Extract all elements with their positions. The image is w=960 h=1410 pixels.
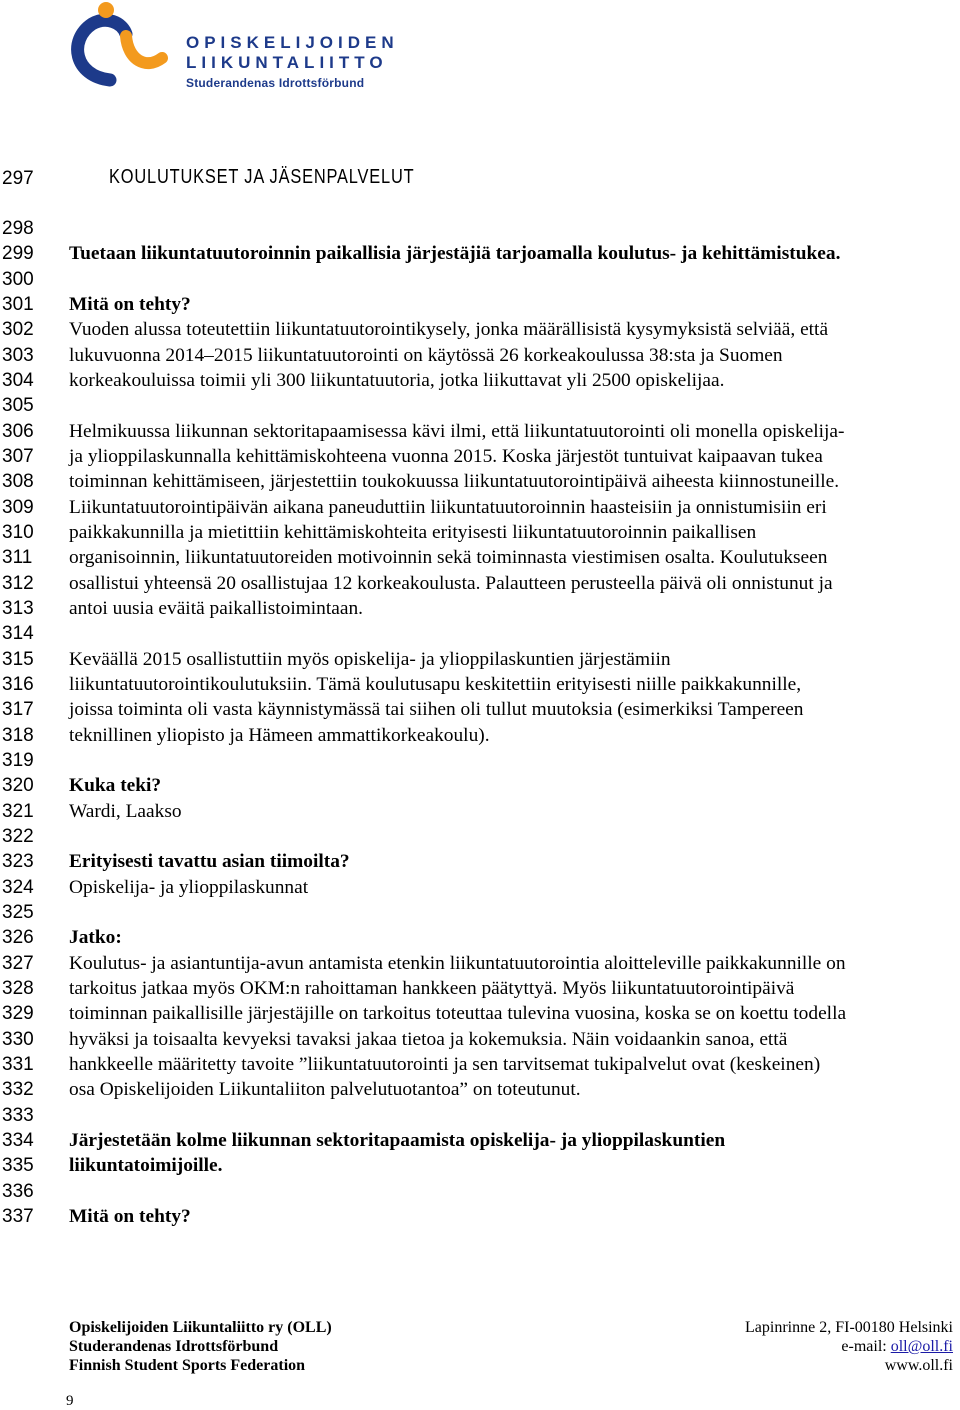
line-number: 323 bbox=[2, 851, 34, 872]
line-number: 312 bbox=[2, 573, 34, 594]
page-number: 9 bbox=[66, 1393, 74, 1409]
line-number: 326 bbox=[2, 927, 34, 948]
body-text-line: joissa toiminta oli vasta käynnistymässä tai siihen oli tullut muutoksia (esimerkiksi Tampereen bbox=[69, 699, 804, 720]
body-text-line: organisoinnin, liikuntatuutoreiden motivoinnin sekä toiminnasta viestimisen osalta. Koulutukseen bbox=[69, 547, 828, 568]
logo-text-line2: LIIKUNTALIITTO bbox=[186, 53, 388, 72]
body-text-line: korkeakouluissa toimii yli 300 liikuntatuutoria, jotka liikuttavat yli 2500 opiskelijaa. bbox=[69, 370, 725, 391]
line-number: 315 bbox=[2, 649, 34, 670]
line-number: 308 bbox=[2, 471, 34, 492]
body-text-line: Opiskelija- ja ylioppilaskunnat bbox=[69, 877, 309, 898]
line-number: 327 bbox=[2, 953, 34, 974]
body-heading-line: liikuntatoimijoille. bbox=[69, 1155, 223, 1176]
line-number: 307 bbox=[2, 446, 34, 467]
line-number: 313 bbox=[2, 598, 34, 619]
line-number: 303 bbox=[2, 345, 34, 366]
footer-org-name-swedish: Studerandenas Idrottsförbund bbox=[69, 1338, 279, 1355]
line-number: 324 bbox=[2, 877, 34, 898]
footer-email bbox=[841, 1337, 953, 1356]
line-number: 334 bbox=[2, 1130, 34, 1151]
email-link[interactable]: oll@oll.fi bbox=[890, 1338, 953, 1355]
oll-logo bbox=[66, 0, 399, 100]
body-text-line: hankkeelle määritetty tavoite ”liikuntatuutorointi ja sen tarvitsemat tukipalvelut ovat (keskeinen) bbox=[69, 1054, 821, 1075]
body-heading-line: Mitä on tehty? bbox=[69, 1206, 191, 1227]
footer-email-label: e-mail: bbox=[841, 1338, 891, 1355]
line-number: 316 bbox=[2, 674, 34, 695]
line-number: 329 bbox=[2, 1003, 34, 1024]
body-heading-line: Erityisesti tavattu asian tiimoilta? bbox=[69, 851, 350, 872]
footer-org-name: Opiskelijoiden Liikuntaliitto ry (OLL) bbox=[69, 1319, 332, 1336]
line-number: 333 bbox=[2, 1105, 34, 1126]
line-number: 328 bbox=[2, 978, 34, 999]
line-number: 306 bbox=[2, 421, 34, 442]
body-text-line: Wardi, Laakso bbox=[69, 801, 182, 822]
body-text-line: toiminnan kehittämiseen, järjestettiin toukokuussa liikuntatuutorointipäivä aiheesta kiinnostuneille. bbox=[69, 471, 840, 492]
line-number: 325 bbox=[2, 902, 34, 923]
body-text-line: osa Opiskelijoiden Liikuntaliiton palvelutuotantoa” on toteutunut. bbox=[69, 1079, 581, 1100]
line-number: 320 bbox=[2, 775, 34, 796]
line-number: 321 bbox=[2, 801, 34, 822]
line-number: 311 bbox=[2, 547, 33, 568]
body-text-line: liikuntatuutorointikoulutuksiin. Tämä koulutusapu keskitettiin erityisesti niille paikkakunnille, bbox=[69, 674, 802, 695]
line-number: 332 bbox=[2, 1079, 34, 1100]
line-number: 301 bbox=[2, 294, 34, 315]
line-number: 304 bbox=[2, 370, 34, 391]
line-number: 305 bbox=[2, 395, 34, 416]
line-number: 336 bbox=[2, 1181, 34, 1202]
body-text-line: Keväällä 2015 osallistuttiin myös opiskelija- ja ylioppilaskuntien järjestämiin bbox=[69, 649, 671, 670]
line-number: 300 bbox=[2, 269, 34, 290]
line-number: 317 bbox=[2, 699, 34, 720]
body-text-line: lukuvuonna 2014–2015 liikuntatuutorointi on käytössä 26 korkeakoulussa 38:sta ja Suomen bbox=[69, 345, 783, 366]
body-text-line: tarkoitus jatkaa myös OKM:n rahoittaman hankkeen päätyttyä. Myös liikuntatuutorointipäivä bbox=[69, 978, 795, 999]
line-number: 298 bbox=[2, 218, 34, 239]
body-text-line: toiminnan paikallisille järjestäjille on tarkoitus toteuttaa tulevina vuosina, koska se on koettu todella bbox=[69, 1003, 847, 1024]
body-text-line: osallistui yhteensä 20 osallistujaa 12 korkeakoulusta. Palautteen perusteella päivä oli onnistunut ja bbox=[69, 573, 833, 594]
section-heading: KOULUTUKSET JA JÄSENPALVELUT bbox=[109, 166, 415, 188]
line-number: 318 bbox=[2, 725, 34, 746]
line-number: 314 bbox=[2, 623, 34, 644]
body-text-line: hyväksi ja toisaalta kevyeksi tavaksi jakaa tietoa ja kokemuksia. Näin voidaankin sanoa, että bbox=[69, 1029, 788, 1050]
line-number: 319 bbox=[2, 750, 34, 771]
line-number: 337 bbox=[2, 1206, 34, 1227]
body-text-line: teknillinen yliopisto ja Hämeen ammattikorkeakoulu). bbox=[69, 725, 490, 746]
body-text-line: Helmikuussa liikunnan sektoritapaamisessa kävi ilmi, että liikuntatuutorointi oli monella opiskelija- bbox=[69, 421, 845, 442]
logo-text-line1: OPISKELIJOIDEN bbox=[186, 33, 399, 52]
logo-text-line3: Studerandenas Idrottsförbund bbox=[186, 76, 365, 90]
footer-org-name-english: Finnish Student Sports Federation bbox=[69, 1357, 306, 1374]
line-number: 330 bbox=[2, 1029, 34, 1050]
body-heading-line: Jatko: bbox=[69, 927, 122, 948]
body-text-line: paikkakunnilla ja mietittiin kehittämiskohteita erityisesti liikuntatuutoroinnin paikallisen bbox=[69, 522, 757, 543]
body-heading-line: Tuetaan liikuntatuutoroinnin paikallisia järjestäjiä tarjoamalla koulutus- ja kehittämistukea. bbox=[69, 243, 841, 264]
footer-website[interactable]: www.oll.fi bbox=[884, 1357, 953, 1374]
line-number: 322 bbox=[2, 826, 34, 847]
body-heading-line: Järjestetään kolme liikunnan sektoritapaamista opiskelija- ja ylioppilaskuntien bbox=[69, 1130, 726, 1151]
body-text-line: Vuoden alussa toteutettiin liikuntatuutorointikysely, jonka määrällisistä kysymyksistä selviää, että bbox=[69, 319, 829, 340]
line-number: 331 bbox=[2, 1054, 34, 1075]
body-heading-line: Kuka teki? bbox=[69, 775, 162, 796]
body-text-line: ja ylioppilaskunnalla kehittämiskohteena vuonna 2015. Koska järjestöt tuntuivat kaipaavan tukea bbox=[69, 446, 823, 467]
line-number: 302 bbox=[2, 319, 34, 340]
body-text-line: Liikuntatuutorointipäivän aikana paneuduttiin liikuntatuutoroinnin haasteisiin ja onnistumisiin eri bbox=[69, 497, 827, 518]
line-number: 335 bbox=[2, 1155, 34, 1176]
line-number: 299 bbox=[2, 243, 34, 264]
body-text-line: Koulutus- ja asiantuntija-avun antamista etenkin liikuntatuutorointia aloitteleville paikkakunnille on bbox=[69, 953, 846, 974]
line-number: 310 bbox=[2, 522, 34, 543]
line-number: 309 bbox=[2, 497, 34, 518]
line-number: 297 bbox=[2, 168, 34, 189]
body-text-line: antoi uusia eväitä paikallistoimintaan. bbox=[69, 598, 364, 619]
body-heading-line: Mitä on tehty? bbox=[69, 294, 191, 315]
oll-logo-mark-icon bbox=[66, 0, 186, 100]
footer-address: Lapinrinne 2, FI-00180 Helsinki bbox=[745, 1319, 953, 1336]
